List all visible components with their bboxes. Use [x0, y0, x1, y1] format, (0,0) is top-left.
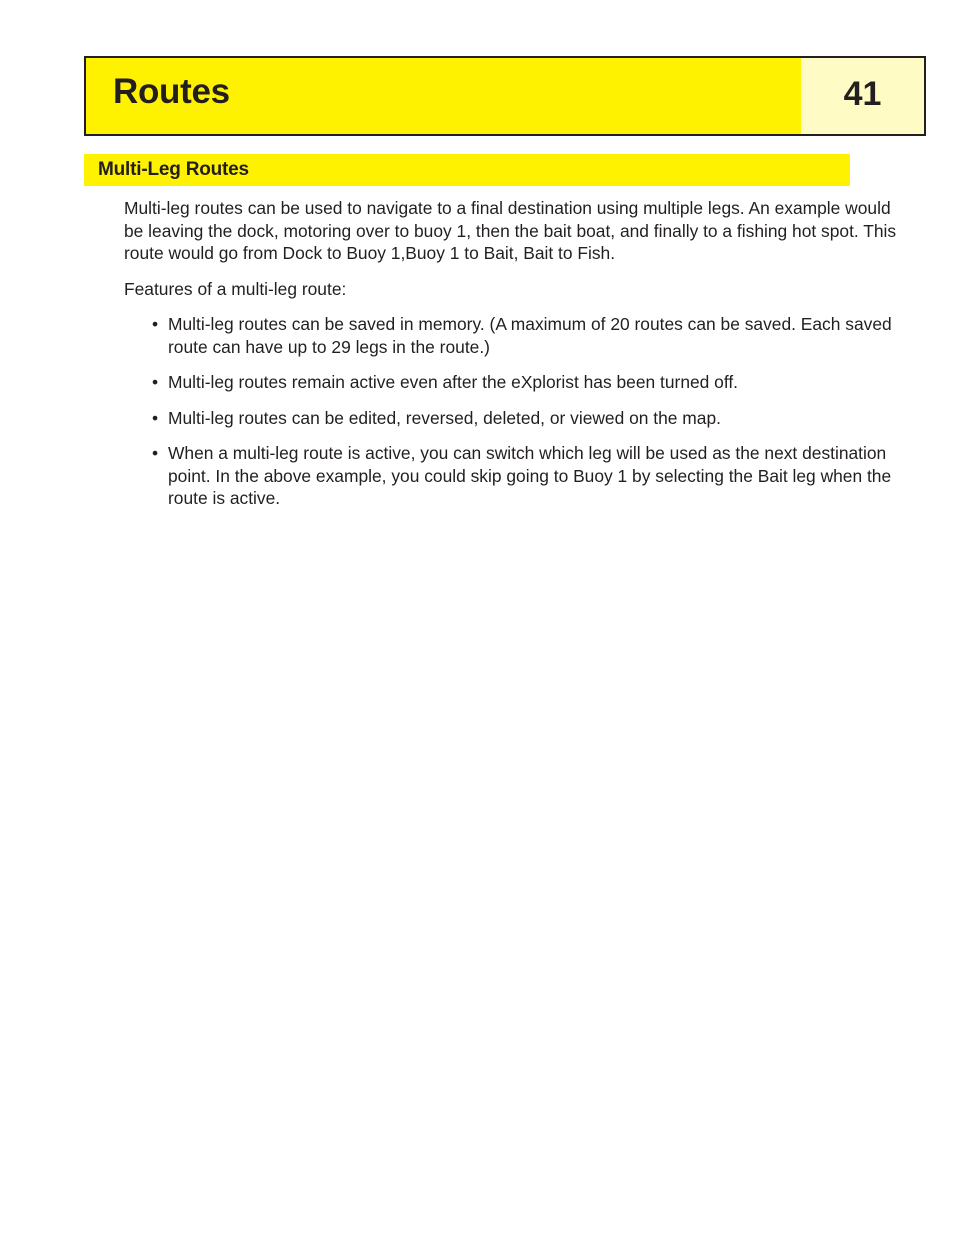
list-item-text: Multi-leg routes can be edited, reversed, deleted, or viewed on the map.	[168, 407, 721, 428]
bullet-icon: •	[152, 314, 159, 334]
bullet-icon: •	[152, 372, 159, 392]
chapter-title: Routes	[113, 72, 230, 111]
list-item	[124, 442, 899, 510]
list-item-text: When a multi-leg route is active, you can switch which leg will be used as the next destination point. In the above example, you could skip going to Buoy 1 by selecting the Bait leg when the route is active.	[168, 443, 892, 508]
list-item	[124, 371, 899, 394]
bullet-icon: •	[152, 443, 159, 463]
section-heading-bar	[84, 154, 850, 186]
bullet-icon: •	[152, 407, 159, 428]
list-item-text: Multi-leg routes can be saved in memory. (A maximum of 20 routes can be saved. Each saved route can have up to 29 legs in the route.)	[168, 314, 892, 357]
page-number-box	[801, 58, 924, 134]
page-number: 41	[843, 75, 882, 113]
body-content	[124, 197, 899, 523]
chapter-header	[84, 56, 926, 136]
intro-paragraph: Multi-leg routes can be used to navigate to a final destination using multiple legs. An example would be leaving the dock, motoring over to buoy 1, then the bait boat, and finally to a fishing hot spot. This route would go from Dock to Buoy 1,Buoy 1 to Bait, Bait to Fish.	[124, 198, 897, 263]
list-item	[124, 407, 899, 430]
section-title: Multi-Leg Routes	[98, 159, 249, 180]
features-list	[124, 313, 899, 510]
list-item-text: Multi-leg routes remain active even after the eXplorist has been turned off.	[168, 372, 739, 392]
features-lead-paragraph: Features of a multi-leg route:	[124, 278, 347, 299]
list-item	[124, 313, 899, 358]
